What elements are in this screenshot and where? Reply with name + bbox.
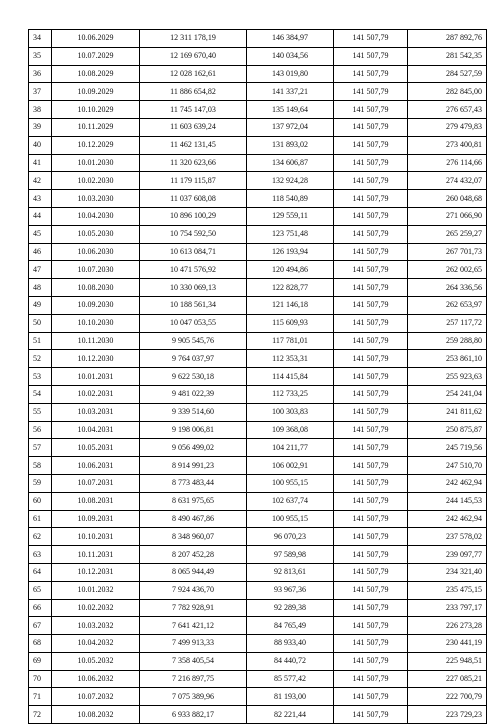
total-payment-cell: 235 475,15	[408, 581, 487, 599]
payment-date-cell: 10.02.2032	[52, 599, 140, 617]
table-row	[29, 30, 487, 48]
remaining-balance-cell: 9 198 006,81	[140, 421, 247, 439]
interest-amount-cell: 112 733,25	[247, 385, 334, 403]
principal-amount-cell: 141 507,79	[334, 350, 408, 368]
remaining-balance-cell: 6 933 882,17	[140, 706, 247, 724]
principal-amount-cell: 141 507,79	[334, 439, 408, 457]
remaining-balance-cell: 10 330 069,13	[140, 279, 247, 297]
principal-amount-cell: 141 507,79	[334, 546, 408, 564]
principal-amount-cell: 141 507,79	[334, 563, 408, 581]
row-number-cell: 38	[29, 101, 52, 119]
interest-amount-cell: 92 289,38	[247, 599, 334, 617]
table-row	[29, 314, 487, 332]
interest-amount-cell: 102 637,74	[247, 492, 334, 510]
row-number-cell: 34	[29, 30, 52, 48]
table-row	[29, 403, 487, 421]
remaining-balance-cell: 11 886 654,82	[140, 83, 247, 101]
remaining-balance-cell: 8 065 944,49	[140, 563, 247, 581]
payment-date-cell: 10.01.2031	[52, 368, 140, 386]
remaining-balance-cell: 7 216 897,75	[140, 670, 247, 688]
total-payment-cell: 276 657,43	[408, 101, 487, 119]
payment-date-cell: 10.07.2029	[52, 47, 140, 65]
total-payment-cell: 241 811,62	[408, 403, 487, 421]
payment-date-cell: 10.03.2032	[52, 617, 140, 635]
interest-amount-cell: 84 765,49	[247, 617, 334, 635]
table-row	[29, 528, 487, 546]
interest-amount-cell: 120 494,86	[247, 261, 334, 279]
total-payment-cell: 287 892,76	[408, 30, 487, 48]
payment-date-cell: 10.03.2030	[52, 190, 140, 208]
row-number-cell: 47	[29, 261, 52, 279]
total-payment-cell: 262 653,97	[408, 296, 487, 314]
row-number-cell: 46	[29, 243, 52, 261]
remaining-balance-cell: 9 764 037,97	[140, 350, 247, 368]
table-row	[29, 457, 487, 475]
total-payment-cell: 233 797,17	[408, 599, 487, 617]
principal-amount-cell: 141 507,79	[334, 510, 408, 528]
total-payment-cell: 244 145,53	[408, 492, 487, 510]
remaining-balance-cell: 10 047 053,55	[140, 314, 247, 332]
payment-date-cell: 10.02.2031	[52, 385, 140, 403]
principal-amount-cell: 141 507,79	[334, 385, 408, 403]
interest-amount-cell: 131 893,02	[247, 136, 334, 154]
interest-amount-cell: 112 353,31	[247, 350, 334, 368]
payment-date-cell: 10.06.2030	[52, 243, 140, 261]
remaining-balance-cell: 12 028 162,61	[140, 65, 247, 83]
total-payment-cell: 225 948,51	[408, 652, 487, 670]
interest-amount-cell: 132 924,28	[247, 172, 334, 190]
interest-amount-cell: 134 606,87	[247, 154, 334, 172]
total-payment-cell: 242 462,94	[408, 474, 487, 492]
total-payment-cell: 242 462,94	[408, 510, 487, 528]
table-row	[29, 581, 487, 599]
table-row	[29, 670, 487, 688]
payment-date-cell: 10.05.2032	[52, 652, 140, 670]
remaining-balance-cell: 8 348 960,07	[140, 528, 247, 546]
principal-amount-cell: 141 507,79	[334, 688, 408, 706]
interest-amount-cell: 122 828,77	[247, 279, 334, 297]
row-number-cell: 56	[29, 421, 52, 439]
row-number-cell: 62	[29, 528, 52, 546]
row-number-cell: 51	[29, 332, 52, 350]
interest-amount-cell: 137 972,04	[247, 118, 334, 136]
remaining-balance-cell: 8 631 975,65	[140, 492, 247, 510]
table-row	[29, 243, 487, 261]
remaining-balance-cell: 9 339 514,60	[140, 403, 247, 421]
table-row	[29, 190, 487, 208]
principal-amount-cell: 141 507,79	[334, 190, 408, 208]
payment-date-cell: 10.11.2031	[52, 546, 140, 564]
interest-amount-cell: 126 193,94	[247, 243, 334, 261]
interest-amount-cell: 85 577,42	[247, 670, 334, 688]
table-row	[29, 439, 487, 457]
payment-date-cell: 10.05.2030	[52, 225, 140, 243]
row-number-cell: 70	[29, 670, 52, 688]
payment-date-cell: 10.11.2030	[52, 332, 140, 350]
principal-amount-cell: 141 507,79	[334, 118, 408, 136]
row-number-cell: 71	[29, 688, 52, 706]
table-row	[29, 47, 487, 65]
payment-date-cell: 10.09.2029	[52, 83, 140, 101]
interest-amount-cell: 106 002,91	[247, 457, 334, 475]
row-number-cell: 55	[29, 403, 52, 421]
total-payment-cell: 230 441,19	[408, 635, 487, 653]
interest-amount-cell: 97 589,98	[247, 546, 334, 564]
principal-amount-cell: 141 507,79	[334, 83, 408, 101]
interest-amount-cell: 109 368,08	[247, 421, 334, 439]
total-payment-cell: 264 336,56	[408, 279, 487, 297]
interest-amount-cell: 114 415,84	[247, 368, 334, 386]
remaining-balance-cell: 9 905 545,76	[140, 332, 247, 350]
principal-amount-cell: 141 507,79	[334, 332, 408, 350]
payment-date-cell: 10.09.2030	[52, 296, 140, 314]
table-row	[29, 368, 487, 386]
table-row	[29, 546, 487, 564]
row-number-cell: 57	[29, 439, 52, 457]
row-number-cell: 69	[29, 652, 52, 670]
total-payment-cell: 271 066,90	[408, 207, 487, 225]
total-payment-cell: 254 241,04	[408, 385, 487, 403]
payment-date-cell: 10.07.2030	[52, 261, 140, 279]
interest-amount-cell: 135 149,64	[247, 101, 334, 119]
remaining-balance-cell: 10 471 576,92	[140, 261, 247, 279]
interest-amount-cell: 118 540,89	[247, 190, 334, 208]
payment-date-cell: 10.07.2031	[52, 474, 140, 492]
payment-date-cell: 10.04.2030	[52, 207, 140, 225]
interest-amount-cell: 121 146,18	[247, 296, 334, 314]
principal-amount-cell: 141 507,79	[334, 207, 408, 225]
principal-amount-cell: 141 507,79	[334, 528, 408, 546]
row-number-cell: 35	[29, 47, 52, 65]
interest-amount-cell: 104 211,77	[247, 439, 334, 457]
table-row	[29, 599, 487, 617]
payment-date-cell: 10.01.2032	[52, 581, 140, 599]
payment-date-cell: 10.08.2031	[52, 492, 140, 510]
remaining-balance-cell: 9 622 530,18	[140, 368, 247, 386]
payment-date-cell: 10.12.2031	[52, 563, 140, 581]
table-row	[29, 635, 487, 653]
table-row	[29, 136, 487, 154]
table-row	[29, 154, 487, 172]
principal-amount-cell: 141 507,79	[334, 581, 408, 599]
total-payment-cell: 234 321,40	[408, 563, 487, 581]
payment-date-cell: 10.08.2029	[52, 65, 140, 83]
principal-amount-cell: 141 507,79	[334, 492, 408, 510]
row-number-cell: 59	[29, 474, 52, 492]
principal-amount-cell: 141 507,79	[334, 599, 408, 617]
table-row	[29, 172, 487, 190]
remaining-balance-cell: 11 603 639,24	[140, 118, 247, 136]
remaining-balance-cell: 10 188 561,34	[140, 296, 247, 314]
row-number-cell: 72	[29, 706, 52, 724]
row-number-cell: 43	[29, 190, 52, 208]
interest-amount-cell: 81 193,00	[247, 688, 334, 706]
interest-amount-cell: 140 034,56	[247, 47, 334, 65]
interest-amount-cell: 88 933,40	[247, 635, 334, 653]
principal-amount-cell: 141 507,79	[334, 296, 408, 314]
table-row	[29, 688, 487, 706]
table-row	[29, 510, 487, 528]
remaining-balance-cell: 10 896 100,29	[140, 207, 247, 225]
interest-amount-cell: 143 019,80	[247, 65, 334, 83]
row-number-cell: 67	[29, 617, 52, 635]
remaining-balance-cell: 10 754 592,50	[140, 225, 247, 243]
total-payment-cell: 262 002,65	[408, 261, 487, 279]
payment-date-cell: 10.02.2030	[52, 172, 140, 190]
total-payment-cell: 253 861,10	[408, 350, 487, 368]
payment-date-cell: 10.05.2031	[52, 439, 140, 457]
total-payment-cell: 265 259,27	[408, 225, 487, 243]
principal-amount-cell: 141 507,79	[334, 617, 408, 635]
remaining-balance-cell: 7 075 389,96	[140, 688, 247, 706]
row-number-cell: 61	[29, 510, 52, 528]
total-payment-cell: 227 085,21	[408, 670, 487, 688]
table-row	[29, 279, 487, 297]
row-number-cell: 49	[29, 296, 52, 314]
remaining-balance-cell: 11 320 623,66	[140, 154, 247, 172]
payment-schedule-table	[28, 29, 487, 724]
principal-amount-cell: 141 507,79	[334, 635, 408, 653]
principal-amount-cell: 141 507,79	[334, 30, 408, 48]
payment-date-cell: 10.12.2029	[52, 136, 140, 154]
remaining-balance-cell: 7 782 928,91	[140, 599, 247, 617]
table-row	[29, 617, 487, 635]
interest-amount-cell: 100 955,15	[247, 510, 334, 528]
table-row	[29, 385, 487, 403]
remaining-balance-cell: 11 745 147,03	[140, 101, 247, 119]
payment-date-cell: 10.03.2031	[52, 403, 140, 421]
payment-date-cell: 10.01.2030	[52, 154, 140, 172]
principal-amount-cell: 141 507,79	[334, 261, 408, 279]
row-number-cell: 65	[29, 581, 52, 599]
principal-amount-cell: 141 507,79	[334, 474, 408, 492]
total-payment-cell: 222 700,79	[408, 688, 487, 706]
remaining-balance-cell: 12 169 670,40	[140, 47, 247, 65]
remaining-balance-cell: 8 914 991,23	[140, 457, 247, 475]
table-row	[29, 706, 487, 724]
total-payment-cell: 259 288,80	[408, 332, 487, 350]
interest-amount-cell: 92 813,61	[247, 563, 334, 581]
table-row	[29, 83, 487, 101]
table-row	[29, 261, 487, 279]
table-row	[29, 101, 487, 119]
interest-amount-cell: 93 967,36	[247, 581, 334, 599]
table-row	[29, 563, 487, 581]
row-number-cell: 36	[29, 65, 52, 83]
total-payment-cell: 247 510,70	[408, 457, 487, 475]
interest-amount-cell: 84 440,72	[247, 652, 334, 670]
table-row	[29, 296, 487, 314]
principal-amount-cell: 141 507,79	[334, 279, 408, 297]
total-payment-cell: 284 527,59	[408, 65, 487, 83]
principal-amount-cell: 141 507,79	[334, 154, 408, 172]
row-number-cell: 50	[29, 314, 52, 332]
interest-amount-cell: 129 559,11	[247, 207, 334, 225]
remaining-balance-cell: 7 641 421,12	[140, 617, 247, 635]
principal-amount-cell: 141 507,79	[334, 670, 408, 688]
principal-amount-cell: 141 507,79	[334, 706, 408, 724]
total-payment-cell: 223 729,23	[408, 706, 487, 724]
remaining-balance-cell: 11 462 131,45	[140, 136, 247, 154]
row-number-cell: 58	[29, 457, 52, 475]
payment-date-cell: 10.11.2029	[52, 118, 140, 136]
interest-amount-cell: 82 221,44	[247, 706, 334, 724]
table-row	[29, 65, 487, 83]
payment-date-cell: 10.10.2031	[52, 528, 140, 546]
row-number-cell: 60	[29, 492, 52, 510]
total-payment-cell: 245 719,56	[408, 439, 487, 457]
principal-amount-cell: 141 507,79	[334, 368, 408, 386]
remaining-balance-cell: 7 924 436,70	[140, 581, 247, 599]
table-row	[29, 118, 487, 136]
payment-date-cell: 10.04.2031	[52, 421, 140, 439]
total-payment-cell: 237 578,02	[408, 528, 487, 546]
payment-schedule-body	[29, 30, 487, 724]
payment-date-cell: 10.09.2031	[52, 510, 140, 528]
interest-amount-cell: 100 955,15	[247, 474, 334, 492]
table-row	[29, 350, 487, 368]
payment-date-cell: 10.12.2030	[52, 350, 140, 368]
row-number-cell: 66	[29, 599, 52, 617]
principal-amount-cell: 141 507,79	[334, 243, 408, 261]
total-payment-cell: 257 117,72	[408, 314, 487, 332]
remaining-balance-cell: 11 037 608,08	[140, 190, 247, 208]
total-payment-cell: 279 479,83	[408, 118, 487, 136]
payment-date-cell: 10.06.2029	[52, 30, 140, 48]
payment-date-cell: 10.06.2031	[52, 457, 140, 475]
total-payment-cell: 260 048,68	[408, 190, 487, 208]
interest-amount-cell: 100 303,83	[247, 403, 334, 421]
table-row	[29, 652, 487, 670]
payment-date-cell: 10.08.2032	[52, 706, 140, 724]
remaining-balance-cell: 8 207 452,28	[140, 546, 247, 564]
table-row	[29, 332, 487, 350]
table-row	[29, 474, 487, 492]
row-number-cell: 54	[29, 385, 52, 403]
row-number-cell: 39	[29, 118, 52, 136]
principal-amount-cell: 141 507,79	[334, 225, 408, 243]
remaining-balance-cell: 8 490 467,86	[140, 510, 247, 528]
payment-date-cell: 10.10.2029	[52, 101, 140, 119]
row-number-cell: 45	[29, 225, 52, 243]
total-payment-cell: 239 097,77	[408, 546, 487, 564]
principal-amount-cell: 141 507,79	[334, 136, 408, 154]
remaining-balance-cell: 11 179 115,87	[140, 172, 247, 190]
payment-date-cell: 10.04.2032	[52, 635, 140, 653]
interest-amount-cell: 141 337,21	[247, 83, 334, 101]
payment-date-cell: 10.08.2030	[52, 279, 140, 297]
remaining-balance-cell: 12 311 178,19	[140, 30, 247, 48]
row-number-cell: 68	[29, 635, 52, 653]
principal-amount-cell: 141 507,79	[334, 172, 408, 190]
principal-amount-cell: 141 507,79	[334, 47, 408, 65]
row-number-cell: 42	[29, 172, 52, 190]
row-number-cell: 41	[29, 154, 52, 172]
table-row	[29, 225, 487, 243]
total-payment-cell: 226 273,28	[408, 617, 487, 635]
principal-amount-cell: 141 507,79	[334, 457, 408, 475]
total-payment-cell: 282 845,00	[408, 83, 487, 101]
table-row	[29, 207, 487, 225]
remaining-balance-cell: 7 499 913,33	[140, 635, 247, 653]
principal-amount-cell: 141 507,79	[334, 421, 408, 439]
row-number-cell: 44	[29, 207, 52, 225]
interest-amount-cell: 146 384,97	[247, 30, 334, 48]
remaining-balance-cell: 9 056 499,02	[140, 439, 247, 457]
interest-amount-cell: 115 609,93	[247, 314, 334, 332]
principal-amount-cell: 141 507,79	[334, 652, 408, 670]
total-payment-cell: 267 701,73	[408, 243, 487, 261]
total-payment-cell: 274 432,07	[408, 172, 487, 190]
payment-date-cell: 10.10.2030	[52, 314, 140, 332]
total-payment-cell: 273 400,81	[408, 136, 487, 154]
total-payment-cell: 255 923,63	[408, 368, 487, 386]
principal-amount-cell: 141 507,79	[334, 403, 408, 421]
remaining-balance-cell: 9 481 022,39	[140, 385, 247, 403]
row-number-cell: 53	[29, 368, 52, 386]
table-row	[29, 492, 487, 510]
remaining-balance-cell: 10 613 084,71	[140, 243, 247, 261]
row-number-cell: 48	[29, 279, 52, 297]
total-payment-cell: 281 542,35	[408, 47, 487, 65]
interest-amount-cell: 117 781,01	[247, 332, 334, 350]
interest-amount-cell: 123 751,48	[247, 225, 334, 243]
principal-amount-cell: 141 507,79	[334, 314, 408, 332]
total-payment-cell: 250 875,87	[408, 421, 487, 439]
interest-amount-cell: 96 070,23	[247, 528, 334, 546]
principal-amount-cell: 141 507,79	[334, 65, 408, 83]
row-number-cell: 64	[29, 563, 52, 581]
table-row	[29, 421, 487, 439]
row-number-cell: 63	[29, 546, 52, 564]
row-number-cell: 40	[29, 136, 52, 154]
row-number-cell: 52	[29, 350, 52, 368]
remaining-balance-cell: 8 773 483,44	[140, 474, 247, 492]
total-payment-cell: 276 114,66	[408, 154, 487, 172]
row-number-cell: 37	[29, 83, 52, 101]
principal-amount-cell: 141 507,79	[334, 101, 408, 119]
remaining-balance-cell: 7 358 405,54	[140, 652, 247, 670]
payment-date-cell: 10.07.2032	[52, 688, 140, 706]
payment-date-cell: 10.06.2032	[52, 670, 140, 688]
